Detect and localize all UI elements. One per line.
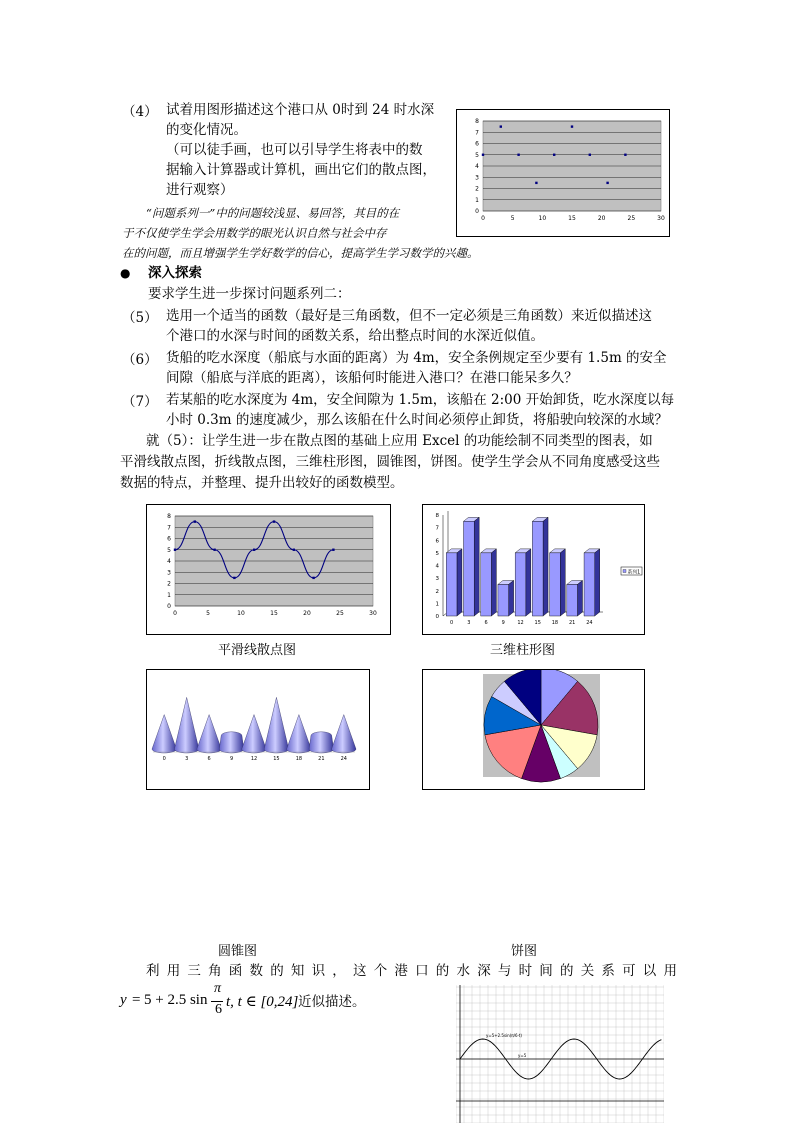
bar (463, 521, 474, 616)
bar-side (543, 517, 548, 616)
x-tick-label: 12 (250, 756, 258, 762)
x-tick-label: 24 (586, 620, 593, 626)
smooth-chart-frame (146, 504, 391, 635)
x-tick-label: 15 (568, 215, 576, 222)
data-point (553, 154, 555, 156)
paragraph-line-1: 就（5）：让学生进一步在散点图的基础上应用 Excel 的功能绘制不同类型的图表，如 (146, 433, 653, 449)
pie-chart-frame (422, 669, 645, 790)
x-tick-label: 6 (484, 620, 488, 626)
item-5-line-1: 选用一个适当的函数（最好是三角函数，但不一定必须是三角函数）来近似描述这 (166, 308, 652, 324)
column-3d-chart (423, 505, 644, 634)
data-point (482, 154, 484, 156)
y-tick-label: 7 (167, 524, 171, 532)
item-6-line-2: 间隙（船底与洋底的距离），该船何时能进入港口？在港口能呆多久？ (166, 370, 578, 386)
data-point (174, 549, 176, 551)
y-tick-label: 8 (475, 118, 479, 125)
y-tick-label: 2 (435, 588, 439, 595)
data-point (273, 520, 275, 522)
x-tick-label: 18 (551, 620, 559, 626)
item-7-number: （7） (122, 394, 158, 410)
note-line-1: “问题系列一”中的问题较浅显、易回答，其目的在 (146, 206, 400, 220)
legend-label: 系列1 (627, 570, 641, 576)
bar (584, 553, 595, 616)
data-point (293, 549, 295, 551)
formula-suffix: 近似描述。 (298, 994, 366, 1010)
cone (332, 715, 356, 753)
x-tick-label: 10 (538, 215, 547, 222)
item-4-line-3: （可以徒手画，也可以引导学生将表中的数 (166, 142, 423, 158)
bar (515, 553, 526, 616)
y-tick-label: 3 (167, 569, 171, 577)
column-chart-frame (422, 504, 645, 635)
cone (174, 697, 198, 753)
caption-smooth-chart: 平滑线散点图 (218, 643, 297, 658)
y-tick-label: 0 (435, 614, 439, 620)
y-tick-label: 0 (167, 603, 171, 610)
scatter-chart-frame (456, 109, 670, 237)
item-5-line-2: 个港口的水深与时间的函数关系，给出整点时间的水深近似值。 (166, 328, 544, 344)
paragraph-line-3: 数据的特点，并整理、提升出较好的函数模型。 (120, 475, 404, 491)
y-tick-label: 4 (435, 563, 439, 570)
x-tick-label: 12 (517, 620, 524, 626)
y-tick-label: 7 (475, 129, 479, 137)
data-point (535, 182, 537, 184)
x-tick-label: 6 (207, 756, 211, 762)
data-point (213, 549, 215, 551)
cone (309, 732, 333, 753)
formula-denominator: 6 (215, 1002, 222, 1017)
x-tick-label: 15 (273, 756, 280, 762)
bar-side (595, 549, 600, 616)
curve-label: y=5+2.5sin(π/6·t) (486, 1033, 522, 1038)
data-point (517, 154, 519, 156)
y-tick-label: 2 (475, 185, 479, 193)
item-4-line-1: 试着用图形描述这个港口从 0时到 24 时水深 (166, 102, 435, 118)
x-tick-label: 15 (534, 620, 541, 626)
data-point (606, 182, 608, 184)
data-point (194, 520, 196, 522)
cone (242, 715, 266, 753)
data-point (624, 154, 626, 156)
x-tick-label: 21 (318, 756, 325, 762)
data-point (233, 577, 235, 579)
cone (287, 715, 311, 753)
x-tick-label: 24 (340, 756, 347, 762)
formula-lhs: y (120, 992, 127, 1008)
formula-rest: t, t ∈ [0,24] (226, 994, 299, 1010)
x-tick-label: 21 (568, 620, 576, 626)
formula-body: 5 + 2.5 sin (144, 992, 208, 1008)
data-point (589, 154, 591, 156)
x-tick-label: 0 (481, 215, 485, 222)
bar (446, 553, 457, 616)
item-6-number: （6） (122, 352, 158, 368)
bar (498, 584, 509, 616)
y-tick-label: 0 (475, 208, 479, 215)
line-label: y=5 (518, 1053, 527, 1058)
cone (197, 715, 221, 753)
smooth-line-chart (147, 505, 390, 634)
x-tick-label: 20 (303, 610, 311, 617)
y-tick-label: 6 (475, 140, 479, 148)
x-tick-label: 3 (467, 620, 471, 626)
x-tick-label: 0 (173, 610, 177, 617)
x-tick-label: 9 (229, 756, 234, 762)
x-tick-label: 3 (185, 756, 189, 762)
y-tick-label: 5 (167, 546, 171, 554)
y-tick-label: 1 (435, 601, 439, 608)
cone (152, 715, 176, 753)
y-tick-label: 4 (475, 163, 479, 170)
legend-swatch (623, 570, 626, 573)
bar-side (491, 549, 496, 616)
section-intro: 要求学生进一步探讨问题系列二： (148, 286, 351, 302)
pie-chart (423, 670, 644, 789)
item-5-number: （5） (122, 310, 158, 326)
formula-equals: = (132, 992, 141, 1008)
y-tick-label: 6 (167, 535, 171, 543)
cone (219, 732, 243, 753)
caption-column-chart: 三维柱形图 (490, 643, 556, 658)
data-point (332, 549, 334, 551)
note-line-2: 于不仅使学生学会用数学的眼光认识自然与社会中存 (122, 226, 387, 240)
bar-side (474, 517, 479, 616)
bullet-icon: ● (120, 266, 131, 280)
x-tick-label: 25 (336, 610, 344, 617)
caption-pie-chart: 饼图 (511, 944, 538, 959)
bar (481, 553, 492, 616)
formula-numerator: π (214, 981, 222, 996)
item-4-line-2: 的变化情况。 (166, 122, 247, 138)
bar (550, 553, 561, 616)
cone-chart-frame (146, 669, 370, 790)
x-tick-label: 18 (295, 756, 303, 762)
item-4-line-4: 据输入计算器或计算机，画出它们的散点图， (166, 162, 436, 178)
x-tick-label: 0 (162, 756, 166, 762)
bar-side (509, 580, 514, 616)
y-tick-label: 1 (167, 591, 171, 599)
conclusion-line-1: 利用三角函数的知识，这个港口的水深与时间的关系可以用 (146, 963, 685, 979)
note-line-3: 在的问题，而且增强学生学好数学的信心，提高学生学习数学的兴趣。 (122, 246, 479, 260)
x-tick-label: 30 (369, 610, 377, 617)
bar-side (560, 549, 565, 616)
y-tick-label: 7 (435, 525, 439, 532)
data-point (571, 125, 573, 127)
item-6-line-1: 货船的吃水深度（船底与水面的距离）为 4m，安全条例规定至少要有 1.5m 的安全 (166, 350, 667, 366)
data-point (312, 577, 314, 579)
x-tick-label: 5 (510, 215, 515, 222)
y-tick-label: 2 (167, 580, 171, 588)
section-title: 深入探索 (148, 265, 202, 281)
bar (532, 521, 543, 616)
item-4-line-5: 进行观察） (166, 182, 234, 198)
bar-side (526, 549, 531, 616)
x-tick-label: 20 (597, 215, 606, 222)
y-tick-label: 3 (475, 174, 479, 182)
y-tick-label: 8 (435, 513, 439, 519)
bar (567, 584, 578, 616)
item-7-line-1: 若某船的吃水深度为 4m，安全间隙为 1.5m，该船在 2:00 开始卸货，吃水深度以每 (166, 392, 675, 408)
y-tick-label: 5 (435, 550, 439, 557)
y-tick-label: 4 (167, 558, 171, 565)
bar-side (578, 580, 583, 616)
y-tick-label: 3 (435, 576, 439, 583)
x-tick-label: 5 (206, 610, 210, 617)
item-7-line-2: 小时 0.3m 的速度减少，那么该船在什么时间必须停止卸货，将船驶向较深的水域？ (166, 412, 668, 428)
formula (120, 981, 450, 1023)
cone-chart (147, 670, 369, 789)
cone (264, 697, 288, 753)
sinusoid-graph (456, 985, 664, 1123)
y-tick-label: 8 (167, 513, 171, 520)
item-4-number: （4） (122, 104, 158, 120)
x-tick-label: 10 (237, 610, 245, 617)
y-tick-label: 1 (475, 196, 479, 204)
x-tick-label: 0 (450, 620, 454, 626)
x-tick-label: 15 (270, 610, 278, 617)
x-tick-label: 30 (657, 215, 665, 222)
paragraph-line-2: 平滑线散点图，折线散点图，三维柱形图，圆锥图，饼图。使学生学会从不同角度感受这些 (120, 454, 660, 470)
x-tick-label: 25 (627, 215, 636, 222)
y-tick-label: 5 (475, 151, 479, 159)
bar-side (457, 549, 462, 616)
caption-cone-chart: 圆锥图 (218, 944, 258, 959)
x-tick-label: 9 (501, 620, 505, 626)
data-point (253, 549, 255, 551)
scatter-chart (457, 110, 669, 236)
data-point (500, 125, 502, 127)
y-tick-label: 6 (435, 538, 439, 545)
